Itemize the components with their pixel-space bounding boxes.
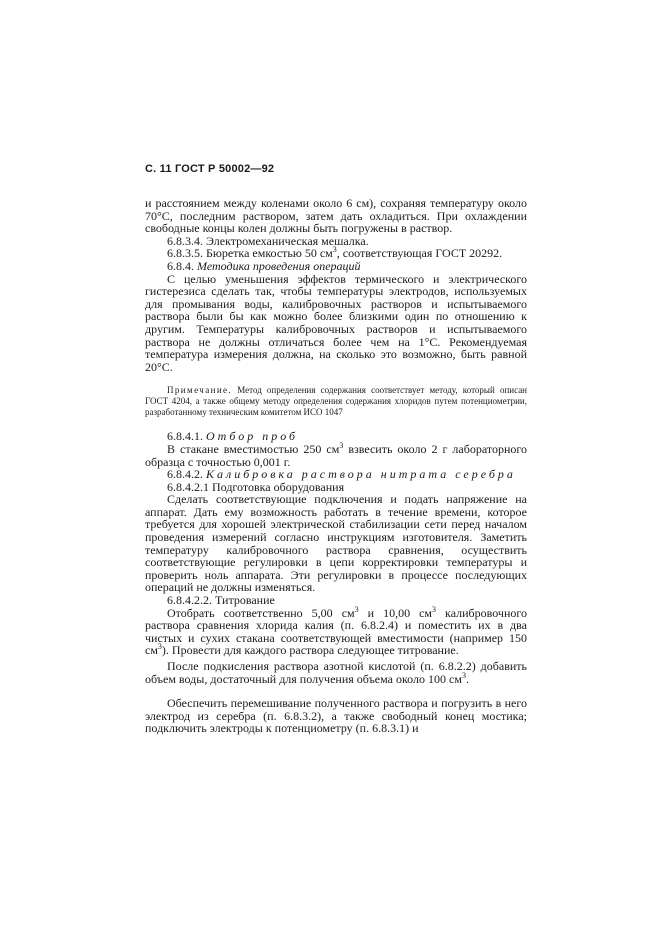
paragraph-mixer: 6.8.3.4. Электромеханическая мешалка.: [167, 233, 369, 248]
paragraph-continuation: и расстоянием между коленами около 6 см), сохраняя температуру около 70°С, последним раствором, затем дать охладиться. При охлаждении свободные концы колен должны быть погружены в раствор.: [145, 196, 527, 236]
paragraph-hysteresis: С целью уменьшения эффектов термического и электрического гистерезиса сделать так, чтобы температуры электродов, используемых для промывания воды, калибровочных растворов и испытываемого раствора были бы как можно более близкими один по отношению к другим. Температуры калибровочных растворов и испытываемого раствора не должны отличаться более чем на 1°С. Рекомендуемая температура измерения должна, на сколько это возможно, быть равной 20°С.: [145, 271, 527, 374]
page-header: С. 11 ГОСТ Р 50002—92: [145, 163, 275, 175]
paragraph-burette: 6.8.3.5. Бюретка емкостью 50 $см^3$, соответствующая ГОСТ 20292.: [167, 245, 503, 261]
section-heading-6-8-4: 6.8.4. Методика проведения операций: [167, 258, 361, 273]
paragraph-equipment: Сделать соответствующие подключения и подать напряжение на аппарат. Дать ему возможность работать в течение времени, которое требуется для хорошей электрической стабилизации сети перед началом проведения измерений согласно инструкциям изготовителя. Заметить температуру калибровочного раствора сравнения, осуществить соответствующие регулировки в цепи корректировки температуры и проверить ноль аппарата. Эти регулировки в процессе последующих операций не должны изменяться.: [145, 492, 527, 595]
section-heading-6-8-4-2: 6.8.4.2. Калибровка раствора нитрата серебра: [167, 467, 516, 482]
subheading-equipment: 6.8.4.2.1 Подготовка оборудования: [167, 479, 345, 494]
subheading-titration: 6.8.4.2.2. Титрование: [167, 593, 275, 608]
paragraph-sampling: В стакане вместимостью 250 $см^3$ взвесить около 2 г лабораторного образца с точностью 0,001 г.: [145, 440, 527, 469]
section-heading-6-8-4-1: 6.8.4.1. Отбор проб: [167, 429, 299, 444]
paragraph-stirring: Обеспечить перемешивание полученного раствора и погрузить в него электрод из серебра (п. 6.8.3.2), а также свободный конец мостика; подключить электроды к потенциометру (п. 6.8.3.1) и: [145, 696, 527, 736]
note-block: Примечание. Метод определения содержания соответствует методу, который описан ГОСТ 4204, а также общему методу определения содержания хлоридов путем потенциометрии, разработанному техническим комитетом ИСО 1047: [145, 385, 527, 418]
paragraph-titration: Отобрать соответственно 5,00 $см^3$ и 10,00 $см^3$ калибровочного раствора сравнения хлорида калия (п. 6.8.2.4) и поместить их в два чистых и сухих стакана соответствующей вместимости (например 150 $см^3$). Провести для каждого раствора следующее титрование.: [145, 604, 527, 658]
document-body: [145, 197, 527, 735]
paragraph-acidification: После подкисления раствора азотной кислотой (п. 6.8.2.2) добавить объем воды, достаточный для получения объема около 100 $см^3$.: [145, 659, 527, 686]
